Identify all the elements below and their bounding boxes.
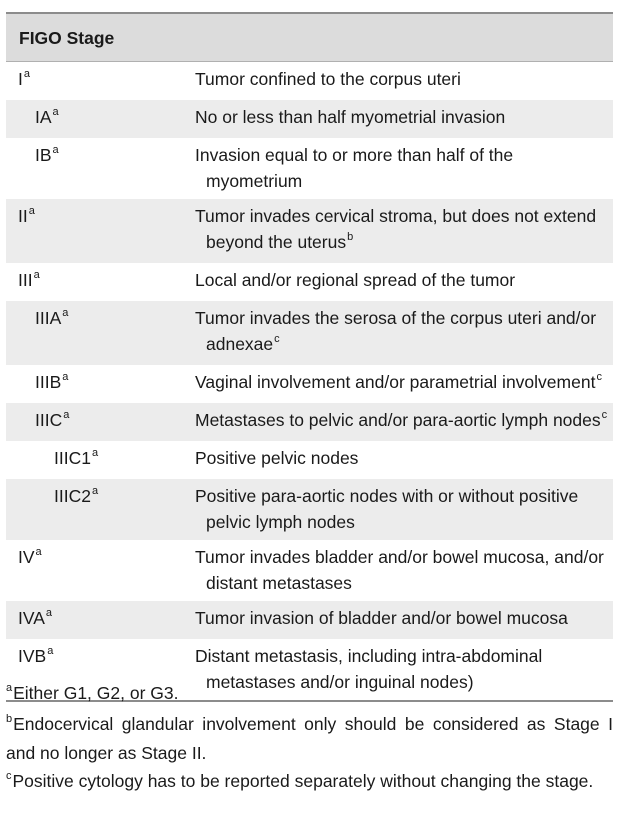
figo-staging-table xyxy=(6,12,613,702)
table-row xyxy=(6,199,613,263)
description-continuation xyxy=(195,331,613,360)
stage-cell xyxy=(6,62,195,101)
footnote-text: Endocervical glandular involvement only should be considered as Stage I and no longer as Stage II. xyxy=(6,714,613,763)
stage-footnote-mark: a xyxy=(52,144,59,156)
stage-label: IIIB xyxy=(35,372,62,392)
description-text: Invasion equal to or more than half of the xyxy=(195,145,514,165)
description-cell xyxy=(195,601,613,639)
description-text: Tumor invades cervical stroma, but does not extend xyxy=(195,206,597,226)
description-cell xyxy=(195,263,613,301)
stage-cell xyxy=(6,199,195,263)
description-continuation: pelvic lymph nodes xyxy=(206,512,355,532)
description-cell xyxy=(195,403,613,441)
stage-label: IVA xyxy=(18,608,45,628)
stage-footnote-mark: a xyxy=(62,371,69,383)
description-text: Distant metastasis, including intra-abdominal xyxy=(195,646,543,666)
stage-footnote-mark: a xyxy=(47,645,54,657)
stage-cell xyxy=(6,479,195,540)
table-row xyxy=(6,365,613,403)
description-text: No or less than half myometrial invasion xyxy=(195,107,506,127)
stage-cell xyxy=(6,301,195,365)
stage-label: II xyxy=(18,206,28,226)
description-cell xyxy=(195,301,613,365)
stage-label: IVB xyxy=(18,646,47,666)
description-cell xyxy=(195,479,613,540)
stage-footnote-mark: a xyxy=(63,409,70,421)
footnote-text: Positive cytology has to be reported separately without changing the stage. xyxy=(12,771,594,791)
table-row xyxy=(6,479,613,540)
stage-label: IV xyxy=(18,547,35,567)
footnote-text: Either G1, G2, or G3. xyxy=(13,683,179,703)
table-header-row xyxy=(6,13,613,62)
stage-label: IIIC2 xyxy=(54,486,91,506)
description-footnote-mark: c xyxy=(596,371,602,383)
table-row xyxy=(6,403,613,441)
stage-footnote-mark: a xyxy=(52,106,59,118)
stage-cell xyxy=(6,540,195,601)
stage-cell xyxy=(6,138,195,199)
table-row xyxy=(6,263,613,301)
description-text: Metastases to pelvic and/or para-aortic lymph nodes xyxy=(195,410,601,430)
continuation-text: beyond the uterus xyxy=(206,232,347,252)
stage-label: IIIC1 xyxy=(54,448,91,468)
table-row xyxy=(6,138,613,199)
description-text: Tumor invades bladder and/or bowel mucosa, and/or xyxy=(195,547,604,567)
table-row xyxy=(6,540,613,601)
footnote-mark: b xyxy=(6,713,13,725)
stage-footnote-mark: a xyxy=(23,68,30,80)
description-text: Local and/or regional spread of the tumor xyxy=(195,270,516,290)
description-footnote-mark: c xyxy=(601,409,608,421)
description-cell xyxy=(195,365,613,403)
description-text: Positive para-aortic nodes with or without positive xyxy=(195,486,579,506)
description-continuation: myometrium xyxy=(206,171,303,191)
stage-cell xyxy=(6,441,195,479)
stage-cell xyxy=(6,601,195,639)
table-row xyxy=(6,441,613,479)
description-text: Tumor confined to the corpus uteri xyxy=(195,69,461,89)
stage-label: I xyxy=(18,69,23,89)
table-footnotes xyxy=(6,680,613,799)
table-row xyxy=(6,601,613,639)
continuation-text: adnexae xyxy=(206,334,274,354)
description-cell xyxy=(195,441,613,479)
stage-label: IIIA xyxy=(35,308,62,328)
stage-cell xyxy=(6,403,195,441)
stage-cell xyxy=(6,263,195,301)
description-cell xyxy=(195,100,613,138)
stage-cell xyxy=(6,365,195,403)
description-continuation: metastases and/or inguinal nodes) xyxy=(206,672,474,692)
stage-label: IIIC xyxy=(35,410,63,430)
description-footnote-mark: c xyxy=(274,333,280,345)
footnote-c xyxy=(6,768,613,797)
description-text: Positive pelvic nodes xyxy=(195,448,359,468)
stage-label: III xyxy=(18,270,33,290)
stage-footnote-mark: a xyxy=(45,607,53,619)
description-continuation: distant metastases xyxy=(206,573,352,593)
stage-footnote-mark: a xyxy=(28,205,35,217)
description-text: Tumor invades the serosa of the corpus uteri and/or xyxy=(195,308,597,328)
description-text: Vaginal involvement and/or parametrial involvement xyxy=(195,372,596,392)
stage-footnote-mark: a xyxy=(35,546,42,558)
description-cell xyxy=(195,138,613,199)
stage-footnote-mark: a xyxy=(91,447,99,459)
description-footnote-mark: b xyxy=(347,231,354,243)
footnote-a xyxy=(6,680,613,709)
stage-label: IB xyxy=(35,145,52,165)
table-row xyxy=(6,100,613,138)
description-cell xyxy=(195,199,613,263)
table-row xyxy=(6,62,613,101)
stage-footnote-mark: a xyxy=(62,307,69,319)
stage-footnote-mark: a xyxy=(33,269,40,281)
description-text: Tumor invasion of bladder and/or bowel mucosa xyxy=(195,608,568,628)
stage-footnote-mark: a xyxy=(91,485,99,497)
stage-label: IA xyxy=(35,107,52,127)
table-row xyxy=(6,301,613,365)
stage-cell xyxy=(6,100,195,138)
footnote-mark: a xyxy=(6,682,13,694)
description-cell xyxy=(195,540,613,601)
footnote-b xyxy=(6,711,613,766)
description-cell xyxy=(195,62,613,101)
footnote-mark: c xyxy=(6,770,12,782)
column-header-figo-stage: FIGO Stage xyxy=(6,13,613,62)
description-continuation xyxy=(195,229,613,258)
